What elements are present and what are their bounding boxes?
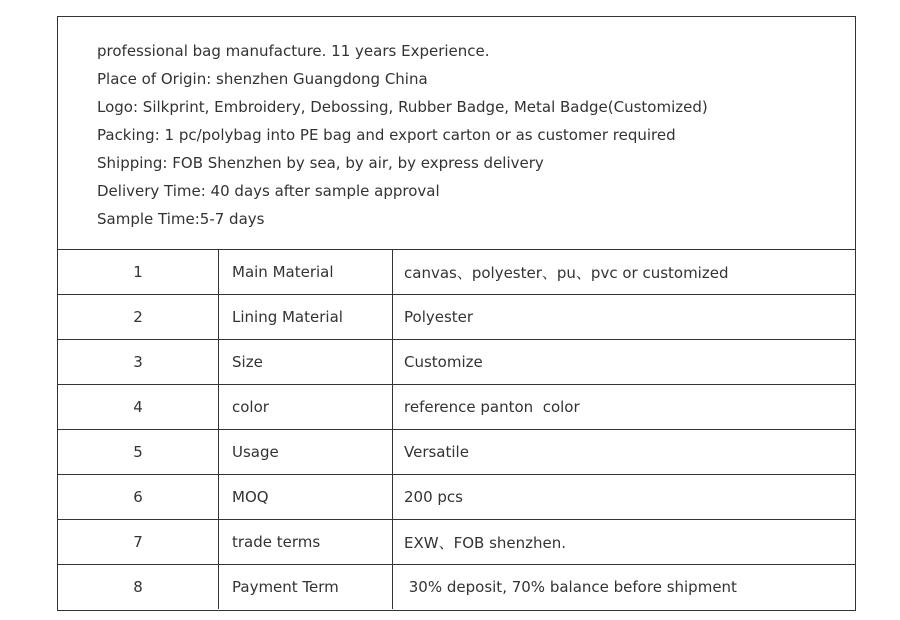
row-number: 5	[58, 430, 219, 475]
intro-line-logo: Logo: Silkprint, Embroidery, Debossing, Rubber Badge, Metal Badge(Customized)	[97, 98, 708, 116]
row-number: 1	[58, 250, 219, 295]
row-parameter: Payment Term	[219, 565, 393, 610]
row-number: 4	[58, 385, 219, 430]
table-row	[58, 385, 855, 430]
table-row	[58, 250, 855, 295]
row-value: Customize	[393, 340, 856, 385]
intro-line-origin: Place of Origin: shenzhen Guangdong China	[97, 70, 428, 88]
row-value: 200 pcs	[393, 475, 856, 520]
row-value: Versatile	[393, 430, 856, 475]
row-number: 7	[58, 520, 219, 565]
table-row	[58, 295, 855, 340]
row-parameter: trade terms	[219, 520, 393, 565]
row-value: 30% deposit, 70% balance before shipment	[393, 565, 856, 610]
intro-line-shipping: Shipping: FOB Shenzhen by sea, by air, by express delivery	[97, 154, 544, 172]
row-value: reference panton color	[393, 385, 856, 430]
row-number: 3	[58, 340, 219, 385]
intro-line-experience: professional bag manufacture. 11 years Experience.	[97, 42, 490, 60]
intro-line-packing: Packing: 1 pc/polybag into PE bag and export carton or as customer required	[97, 126, 676, 144]
row-parameter: Usage	[219, 430, 393, 475]
row-parameter: MOQ	[219, 475, 393, 520]
product-intro-block	[58, 17, 855, 250]
row-parameter: color	[219, 385, 393, 430]
row-value: EXW、FOB shenzhen.	[393, 520, 856, 565]
row-parameter: Main Material	[219, 250, 393, 295]
row-number: 6	[58, 475, 219, 520]
row-parameter: Lining Material	[219, 295, 393, 340]
row-value: canvas、polyester、pu、pvc or customized	[404, 263, 729, 282]
row-number: 8	[58, 565, 219, 610]
intro-line-sample-time: Sample Time:5-7 days	[97, 210, 265, 228]
spec-table	[58, 250, 855, 609]
table-row	[58, 520, 855, 565]
table-row	[58, 430, 855, 475]
row-number: 2	[58, 295, 219, 340]
intro-line-delivery-time: Delivery Time: 40 days after sample approval	[97, 182, 440, 200]
product-spec-sheet	[57, 16, 856, 611]
table-row	[58, 565, 855, 610]
table-row	[58, 340, 855, 385]
row-value: Polyester	[393, 295, 856, 340]
table-row	[58, 475, 855, 520]
row-parameter: Size	[219, 340, 393, 385]
